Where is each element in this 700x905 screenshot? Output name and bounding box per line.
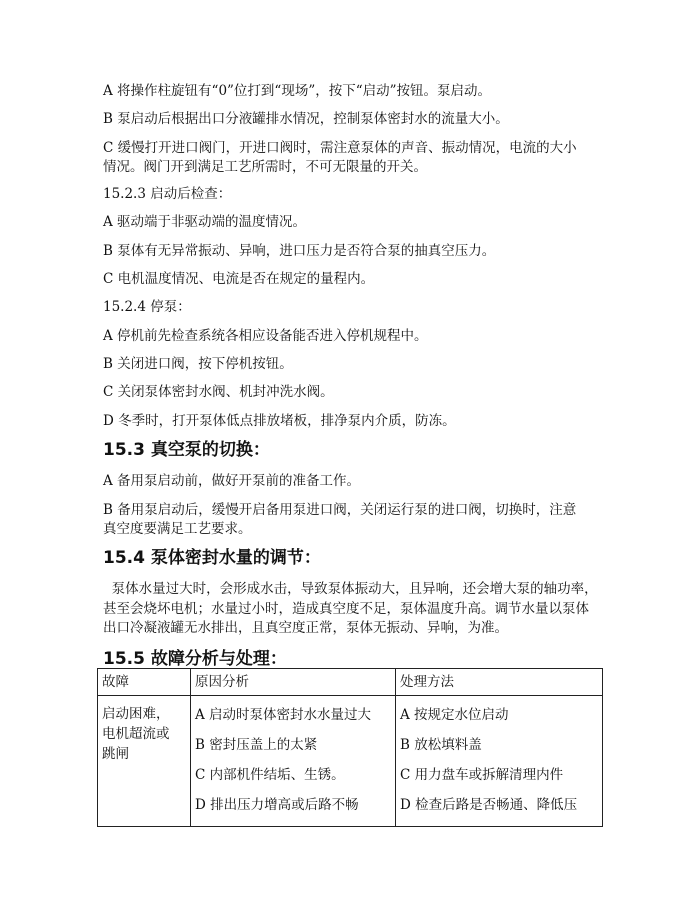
remedy-item: C 用力盘车或拆解清理内件 [400,767,564,783]
startup-step-c-line2: 情况。阀门开到满足工艺所需时，不可无限量的开关。 [103,159,427,175]
cause-item: B 密封压盖上的太紧 [195,737,318,753]
stop-heading: 15.2.4 停泵： [103,299,191,315]
check-item-b: B 泵体有无异常振动、异响，进口压力是否符合泵的抽真空压力。 [103,243,496,259]
table-header-row [98,669,603,696]
remedy-item: D 检查后路是否畅通、降低压 [400,797,578,813]
startup-step-a: A 将操作柱旋钮有“0”位打到“现场”，按下“启动”按钮。泵启动。 [103,83,492,99]
cause-item: C 内部机件结垢、生锈。 [195,767,345,783]
stop-item-c: C 关闭泵体密封水阀、机封冲洗水阀。 [103,384,334,400]
startup-step-c-line1: C 缓慢打开进口阀门，开进口阀时，需注意泵体的声音、振动情况，电流的大小 [103,140,577,156]
switch-item-b-line1: B 备用泵启动后，缓慢开启备用泵进口阀，关闭运行泵的进口阀，切换时，注意 [103,502,577,518]
check-item-c: C 电机温度情况、电流是否在规定的量程内。 [103,271,375,287]
remedy-item: B 放松填料盖 [400,737,482,753]
seal-text-line3: 出口冷凝液罐无水排出，且真空度正常，泵体无振动、异响，为准。 [103,620,508,636]
seal-heading: 15.4 泵体密封水量的调节： [103,548,321,568]
seal-text-line1: 泵体水量过大时，会形成水击，导致泵体振动大，且异响，还会增大泵的轴功率， [103,581,598,597]
stop-item-b: B 关闭进口阀，按下停机按钮。 [103,356,293,372]
switch-item-b-line2: 真空度要满足工艺要求。 [103,521,252,537]
fault-line: 电机超流或 [102,726,170,742]
check-item-a: A 驱动端于非驱动端的温度情况。 [103,214,307,230]
fault-line: 启动困难， [102,706,170,722]
check-heading: 15.2.3 启动后检查： [103,186,232,202]
remedy-item: A 按规定水位启动 [400,707,509,723]
table-row [98,696,603,827]
cause-cell [191,696,396,827]
header-remedy: 处理方法 [396,669,603,696]
fault-heading: 15.5 故障分析与处理： [103,649,287,669]
seal-text-line2: 甚至会烧坏电机；水量过小时，造成真空度不足，泵体温度升高。调节水量以泵体 [103,601,589,617]
remedy-cell [396,696,603,827]
fault-line: 跳闸 [102,746,129,762]
switch-item-a: A 备用泵启动前，做好开泵前的准备工作。 [103,473,361,489]
fault-cell [98,696,191,827]
stop-item-a: A 停机前先检查系统各相应设备能否进入停机规程中。 [103,328,428,344]
cause-item: D 排出压力增高或后路不畅 [195,797,359,813]
cause-item: A 启动时泵体密封水水量过大 [195,707,372,723]
stop-item-d: D 冬季时，打开泵体低点排放堵板，排净泵内介质，防冻。 [103,413,456,429]
switch-heading: 15.3 真空泵的切换： [103,440,270,460]
header-fault: 故障 [98,669,191,696]
header-cause: 原因分析 [191,669,396,696]
fault-table [97,668,603,827]
startup-step-b: B 泵启动后根据出口分液罐排水情况，控制泵体密封水的流量大小。 [103,111,509,127]
